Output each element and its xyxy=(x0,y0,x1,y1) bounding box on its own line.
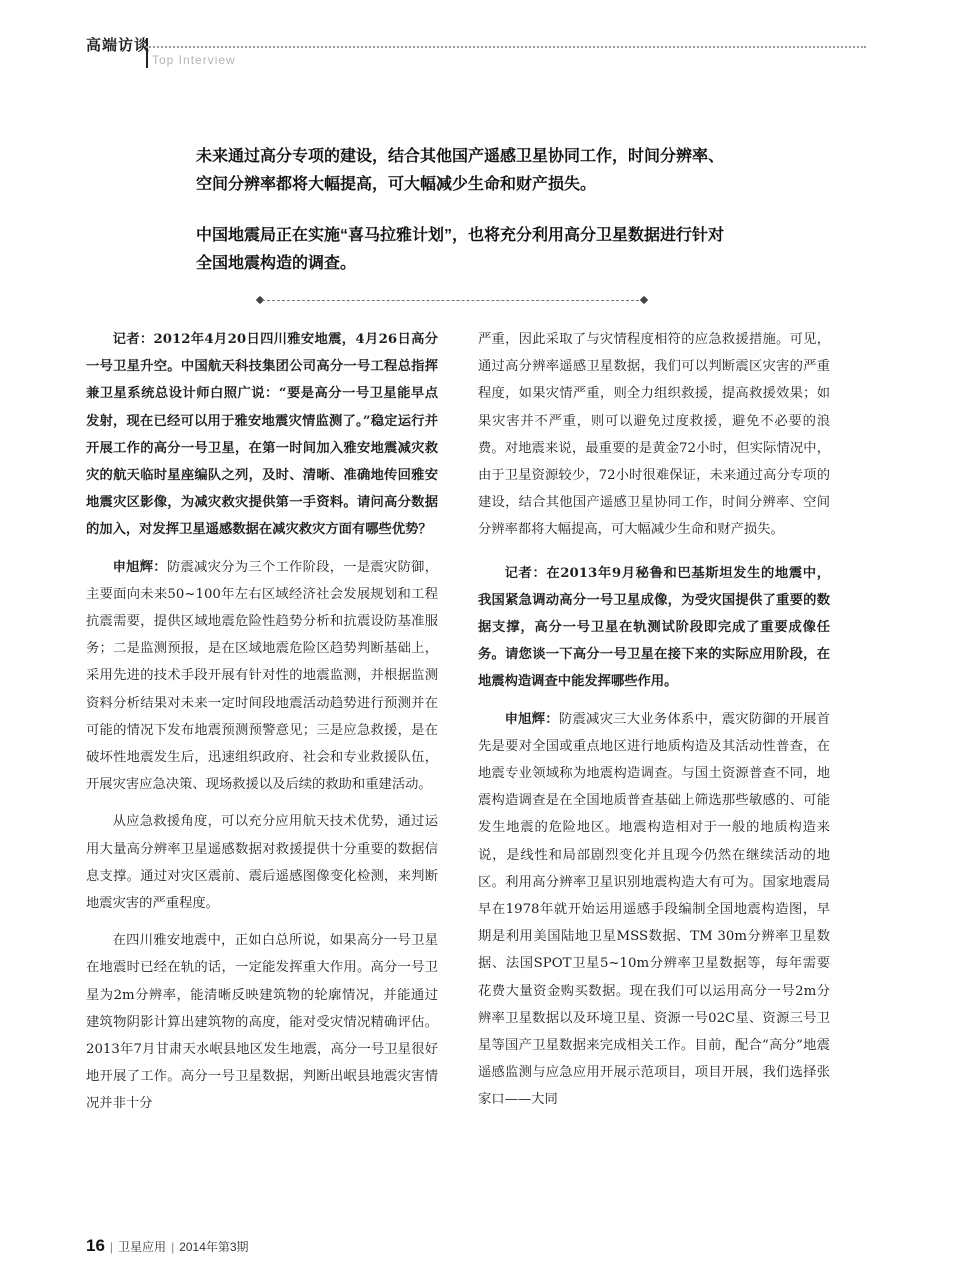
question-1: 记者：2012年4月20日四川雅安地震，4月26日高分一号卫星升空。中国航天科技集团公司高分一号工程总指挥兼卫星系统总设计师白照广说：“要是高分一号卫星能早点发射，现在已经可以用于雅安地震灾情监测了。”稳定运行并开展工作的高分一号卫星，在第一时间加入雅安地震减灾救灾的航天临时星座编队之列，及时、清晰、准确地传回雅安地震灾区影像，为减灾救灾提供第一手资料。请问高分数据的加入，对发挥卫星遥感数据在减灾救灾方面有哪些优势？ xyxy=(86,332,438,538)
paragraph-continued: 严重，因此采取了与灾情程度相符的应急救援措施。可见，通过高分辨率遥感卫星数据，我们可以判断震区灾害的严重程度，如果灾情严重，则全力组织救援，提高救援效果；如果灾害并不严重，则可以避免过度救援，避免不必要的浪费。对地震来说，最重要的是黄金72小时，但实际情况中，由于卫星资源较少，72小时很难保证，未来通过高分专项的建设，结合其他国产遥感卫星协同工作，时间分辨率、空间分辨率都将大幅提高，可大幅减少生命和财产损失。 xyxy=(478,332,830,538)
journal-name: 卫星应用 xyxy=(118,1240,167,1254)
answer-1-text: 防震减灾分为三个工作阶段，一是震灾防御，主要面向未来50~100年左右区域经济社会发展规划和工程抗震需要，提供区域地震危险性趋势分析和抗震设防基准服务；二是监测预报，是在区域地震危险区趋势判断基础上，采用先进的技术手段开展有针对性的地震监测，并根据监测资料分析结果对未来一定时间段地震活动趋势进行预测并在可能的情况下发布地震预测预警意见；三是应急救援，是在破坏性地震发生后，迅速组织政府、社会和专业救援队伍，开展灾害应急决策、现场救援以及后续的救助和重建活动。 xyxy=(86,559,439,793)
pull-quote-separator xyxy=(262,300,644,301)
paragraph-yaan-earthquake: 在四川雅安地震中，正如白总所说，如果高分一号卫星在地震时已经在轨的话，一定能发挥重大作用。高分一号卫星为2m分辨率，能清晰反映建筑物的轮廓情况，并能通过建筑物阴影计算出建筑物的高度，能对受灾情况精确评估。2013年7月甘肃天水岷县地区发生地震，高分一号卫星很好地开展了工作。高分一号卫星数据，判断出岷县地震灾害情况并非十分 xyxy=(86,933,438,1112)
pull-quote-2: 中国地震局正在实施“喜马拉雅计划”，也将充分利用高分卫星数据进行针对全国地震构造的调查。 xyxy=(196,227,725,272)
answer-2 xyxy=(478,706,830,1114)
answer-2-speaker: 申旭辉： xyxy=(504,711,559,727)
issue-label: 2014年第3期 xyxy=(179,1240,249,1254)
page-header xyxy=(0,0,960,80)
answer-2-text: 防震减灾三大业务体系中，震灾防御的开展首先是要对全国或重点地区进行地质构造及其活动性普查，在地震专业领域称为地震构造调查。与国土资源普查不同，地震构造调查是在全国地质普查基础上筛选那些敏感的、可能发生地震的危险地区。地震构造相对于一般的地质构造来说，是线性和局部剧烈变化并且现今仍然在继续活动的地区。利用高分辨率卫星识别地震构造大有可为。国家地震局早在1978年就开始运用遥感手段编制全国地震构造图，早期是利用美国陆地卫星MSS数据、TM 30m分辨率卫星数据、法国SPOT卫星5~10m分辨率卫星数据等，每年需要花费大量资金购买数据。现在我们可以运用高分一号2m分辨率卫星数据以及环境卫星、资源一号02C星、资源三号卫星等国产卫星数据来完成相关工作。目前，配合“高分”地震遥感监测与应急应用开展示范项目，项目开展，我们选择张家口——大同 xyxy=(478,711,831,1108)
page-number: 16 xyxy=(86,1236,105,1255)
answer-1 xyxy=(86,554,438,799)
pull-quote-1: 未来通过高分专项的建设，结合其他国产遥感卫星协同工作，时间分辨率、空间分辨率都将大幅提高，可大幅减少生命和财产损失。 xyxy=(196,148,725,193)
header-divider xyxy=(146,38,148,68)
question-2: 记者：在2013年9月秘鲁和巴基斯坦发生的地震中，我国紧急调动高分一号卫星成像，为受灾国提供了重要的数据支撑，高分一号卫星在轨测试阶段即完成了重要成像任务。请您谈一下高分一号卫星在接下来的实际应用阶段，在地震构造调查中能发挥哪些作用。 xyxy=(478,565,830,690)
footer-separator: | xyxy=(109,1240,114,1254)
footer-separator: | xyxy=(171,1240,175,1254)
page-footer xyxy=(86,1236,249,1256)
header-dotted-rule xyxy=(146,46,866,48)
article-right-column xyxy=(478,326,830,1124)
section-title: 高端访谈 xyxy=(86,36,151,54)
answer-1-speaker: 申旭辉： xyxy=(112,559,167,575)
paragraph-emergency-rescue: 从应急救援角度，可以充分应用航天技术优势，通过运用大量高分辨率卫星遥感数据对救援提供十分重要的数据信息支撑。通过对灾区震前、震后遥感图像变化检测，来判断地震灾害的严重程度。 xyxy=(86,814,438,912)
separator-right-dot xyxy=(640,296,648,304)
article-left-column xyxy=(86,326,438,1128)
section-subtitle: Top Interview xyxy=(152,53,236,67)
